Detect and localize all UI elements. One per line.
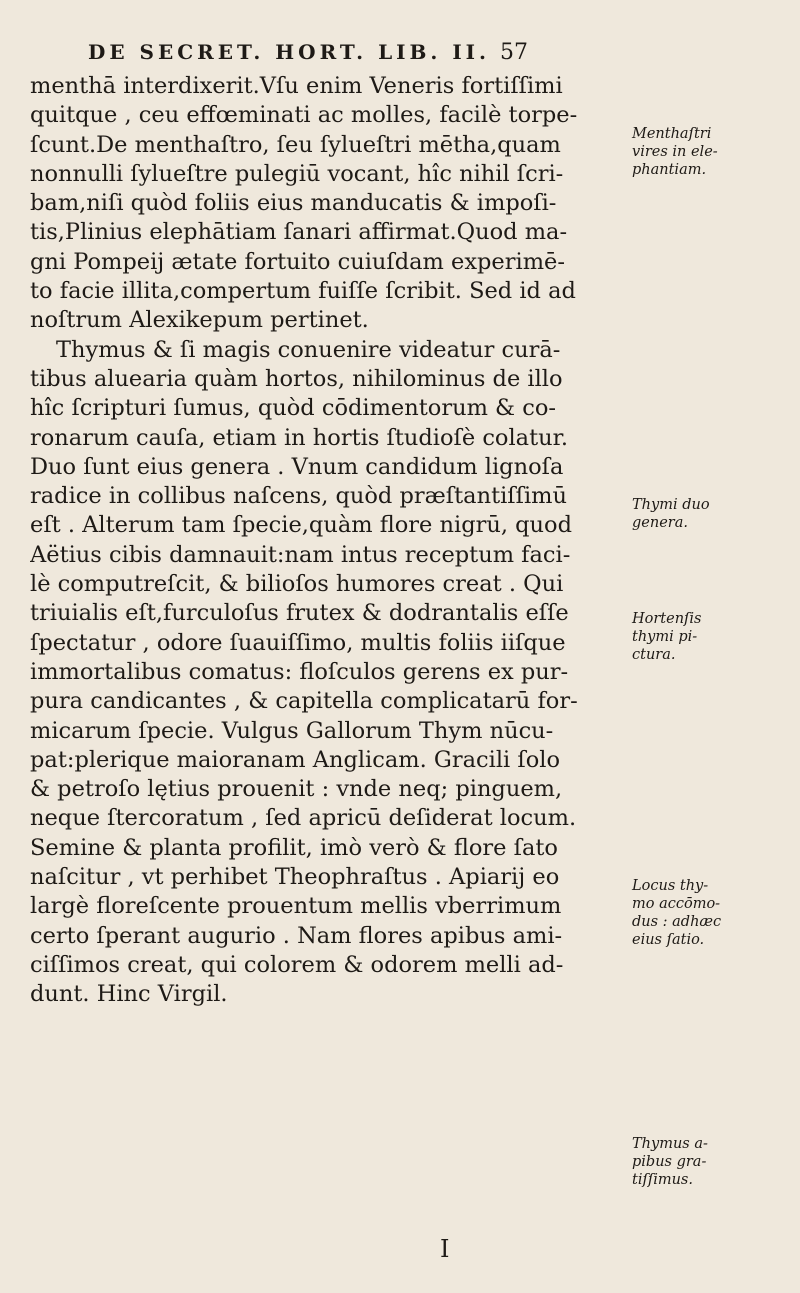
text-line: dunt. Hinc Virgil.: [30, 981, 228, 1008]
text-line: ſpectatur , odore ſuauiſſimo, multis foliis iiſque: [30, 629, 566, 656]
text-line: triuialis eſt,furculoſus frutex & dodrantalis eſſe: [30, 600, 569, 627]
text-line: Semine & planta profilit, imò verò & flore ſato: [30, 834, 558, 861]
text-line: bam,niſi quòd foliis eius manducatis & impoſi-: [30, 190, 557, 217]
text-line: tibus aluearia quàm hortos, nihilominus de illo: [30, 365, 563, 392]
margin-note-line: dus : adhæc: [632, 914, 722, 930]
text-line: Aëtius cibis damnauit:nam intus receptum faci-: [30, 541, 571, 568]
margin-note-line: ctura.: [632, 647, 676, 663]
body-text: [30, 72, 630, 1010]
margin-note-line: phantiam.: [632, 162, 707, 178]
text-line: pura candicantes , & capitella complicatarū for-: [30, 688, 578, 715]
running-title: DE SECRET. HORT. LIB. II.: [88, 40, 490, 64]
text-line: radice in collibus naſcens, quòd præſtantiſſimū: [30, 483, 567, 510]
margin-note-line: eius ſatio.: [632, 932, 705, 948]
margin-note-line: Hortenſis: [632, 611, 702, 627]
text-line: immortalibus comatus: floſculos gerens ex pur-: [30, 658, 569, 685]
text-line: hîc ſcripturi ſumus, quòd cōdimentorum & co-: [30, 395, 556, 422]
text-line: nonnulli ſylueſtre pulegiū vocant, hîc nihil ſcri-: [30, 160, 564, 187]
text-line: largè floreſcente prouentum mellis vberrimum: [30, 893, 562, 920]
text-line: tis,Plinius elephātiam ſanari affirmat.Quod ma-: [30, 219, 568, 246]
running-header: [88, 40, 528, 70]
text-line: neque ſtercoratum , ſed apricū deſiderat locum.: [30, 805, 577, 832]
text-line: ciſſimos creat, qui colorem & odorem melli ad-: [30, 951, 564, 978]
text-line: Duo ſunt eius genera . Vnum candidum lignoſa: [30, 453, 564, 480]
text-line: ſcunt.De menthaſtro, ſeu ſylueſtri mētha,quam: [30, 131, 561, 158]
text-line: noſtrum Alexikepum pertinet.: [30, 307, 369, 334]
margin-note-hortensis: [632, 610, 792, 664]
margin-note-line: tiſſimus.: [632, 1172, 693, 1188]
text-line: Thymus & ſi magis conuenire videatur curā-: [56, 336, 561, 363]
text-line: pat:plerique maioranam Anglicam. Gracili ſolo: [30, 746, 561, 773]
margin-note-line: mo accōmo-: [632, 896, 721, 912]
margin-note-line: vires in ele-: [632, 144, 718, 160]
margin-note-line: Thymus a-: [632, 1136, 708, 1152]
text-line: to facie illita,compertum fuiſſe ſcribit. Sed id ad: [30, 278, 576, 305]
text-line: lè computreſcit, & bilioſos humores creat . Qui: [30, 571, 564, 598]
margin-note-line: Thymi duo: [632, 497, 710, 513]
margin-note-line: thymi pi-: [632, 629, 698, 645]
margin-note-line: genera.: [632, 515, 688, 531]
text-line: micarum ſpecie. Vulgus Gallorum Thym nūcu-: [30, 717, 554, 744]
text-line: quitque , ceu effœminati ac molles, facilè torpe-: [30, 102, 578, 129]
margin-note-locus: [632, 877, 792, 949]
text-line: ronarum cauſa, etiam in hortis ſtudioſè colatur.: [30, 424, 569, 451]
catchword: I: [440, 1235, 450, 1263]
margin-note-line: Menthaſtri: [632, 126, 712, 142]
margin-note-line: Locus thy-: [632, 878, 709, 894]
text-line: eſt . Alterum tam ſpecie,quàm flore nigrū, quod: [30, 512, 572, 539]
margin-note-thymi-duo: [632, 496, 792, 532]
margin-note-menthastri: [632, 125, 792, 179]
margin-note-thymus-apibus: [632, 1135, 792, 1189]
page-number: 57: [500, 40, 528, 65]
text-line: naſcitur , vt perhibet Theophraſtus . Apiarij eo: [30, 864, 560, 891]
text-line: gni Pompeij ætate fortuito cuiuſdam experimē-: [30, 248, 565, 275]
text-line: & petroſo lętius prouenit : vnde neq; pinguem,: [30, 776, 563, 803]
margin-note-line: pibus gra-: [632, 1154, 707, 1170]
text-line: menthā interdixerit.Vſu enim Veneris fortiſſimi: [30, 73, 563, 99]
text-line: certo ſperant augurio . Nam flores apibus ami-: [30, 922, 563, 949]
